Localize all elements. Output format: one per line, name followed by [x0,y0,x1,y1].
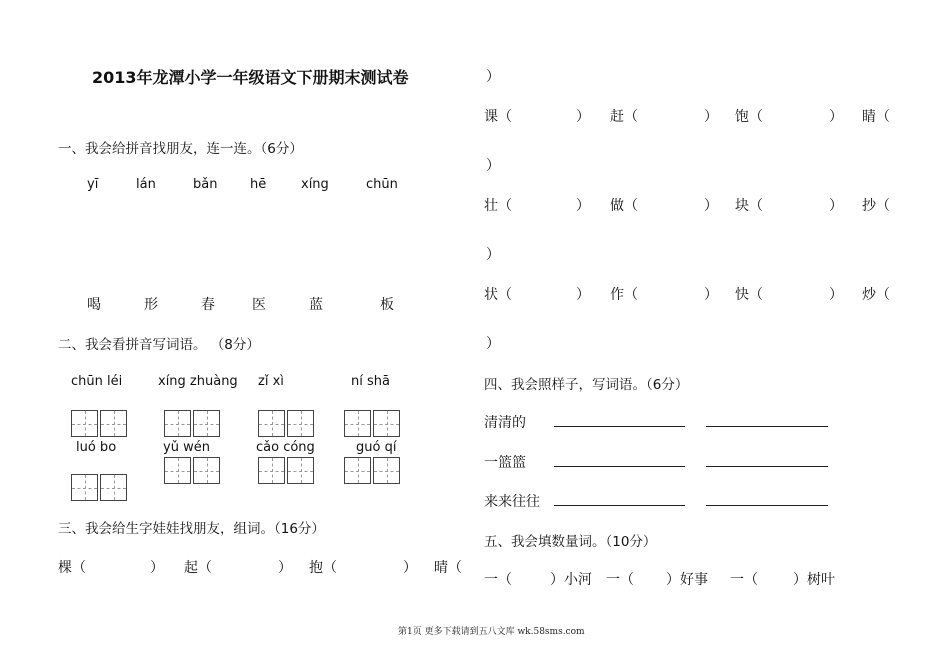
word-prompt: 状（ [484,287,512,303]
pinyin-word: yǔ wén [163,440,210,455]
answer-line[interactable] [554,466,685,467]
answer-line[interactable] [706,466,828,467]
measure-noun: ）好事 [666,572,708,588]
section-2-heading: 二、我会看拼音写词语。 （8分） [58,337,260,353]
example-word: 来来往往 [484,494,540,510]
hanzi-item: 喝 [87,297,101,313]
word-prompt: 块（ [735,198,763,214]
word-prompt: 课（ [484,109,512,125]
hanzi-item: 蓝 [309,297,323,313]
word-prompt: 晴（ [434,560,462,576]
section-1-heading: 一、我会给拼音找朋友，连一连。（6分） [58,141,303,157]
writing-grid[interactable] [164,410,222,437]
pinyin-item: hē [250,177,267,192]
hanzi-item: 春 [201,297,215,313]
word-blank-close: ） [403,560,417,576]
word-prompt: 炒（ [862,287,890,303]
pinyin-word: guó qí [356,440,397,455]
pinyin-word: chūn léi [71,374,123,389]
word-prompt: 抱（ [309,560,337,576]
hanzi-item: 板 [380,297,394,313]
word-blank-close: ） [704,287,718,303]
word-blank-close: ） [278,560,292,576]
word-blank-close: ） [829,198,843,214]
measure-noun: ）小河 [550,572,592,588]
word-prompt: 赶（ [610,109,638,125]
word-blank-close: ） [486,336,500,352]
writing-grid[interactable] [164,457,222,484]
answer-line[interactable] [554,505,685,506]
answer-line[interactable] [706,426,828,427]
word-prompt: 睛（ [862,109,890,125]
writing-grid[interactable] [71,410,129,437]
section-4-heading: 四、我会照样子，写词语。（6分） [484,377,689,393]
answer-line[interactable] [554,426,685,427]
pinyin-item: yī [87,177,99,192]
measure-prompt: 一（ [606,572,634,588]
hanzi-item: 形 [144,297,158,313]
word-prompt: 起（ [184,560,212,576]
word-blank-close: ） [576,198,590,214]
word-prompt: 做（ [610,198,638,214]
measure-noun: ）树叶 [793,572,835,588]
pinyin-item: bǎn [193,177,218,192]
page-title: 2013年龙潭小学一年级语文下册期末测试卷 [92,68,409,87]
hanzi-item: 医 [252,297,266,313]
word-prompt: 壮（ [484,198,512,214]
word-blank-close: ） [486,158,500,174]
word-prompt: 棵（ [58,560,86,576]
word-blank-close: ） [576,287,590,303]
word-blank-close: ） [576,109,590,125]
writing-grid[interactable] [344,457,402,484]
pinyin-word: zǐ xì [258,374,284,389]
writing-grid[interactable] [258,410,316,437]
pinyin-item: chūn [366,177,398,192]
example-word: 一篮篮 [484,455,526,471]
word-blank-close: ） [829,287,843,303]
word-blank-close: ） [704,198,718,214]
answer-line[interactable] [706,505,828,506]
section-3-heading: 三、我会给生字娃娃找朋友，组词。（16分） [58,521,325,537]
measure-prompt: 一（ [730,572,758,588]
pinyin-word: luó bo [76,440,117,455]
page-footer: 第1页 更多下载请到五八文库 wk.58sms.com [398,627,585,637]
writing-grid[interactable] [258,457,316,484]
measure-prompt: 一（ [484,572,512,588]
pinyin-word: xíng zhuàng [158,374,238,389]
word-prompt: 快（ [735,287,763,303]
word-blank-close: ） [486,247,500,263]
word-blank-close: ） [704,109,718,125]
word-blank-close: ） [150,560,164,576]
word-prompt: 抄（ [862,198,890,214]
writing-grid[interactable] [344,410,402,437]
section-5-heading: 五、我会填数量词。（10分） [484,534,657,550]
writing-grid[interactable] [71,474,129,501]
pinyin-word: ní shā [351,374,390,389]
word-blank-close: ） [486,69,500,85]
pinyin-item: lán [136,177,156,192]
pinyin-word: cǎo cóng [256,440,315,455]
example-word: 清清的 [484,415,526,431]
word-prompt: 作（ [610,287,638,303]
pinyin-item: xíng [301,177,329,192]
word-blank-close: ） [829,109,843,125]
word-prompt: 饱（ [735,109,763,125]
